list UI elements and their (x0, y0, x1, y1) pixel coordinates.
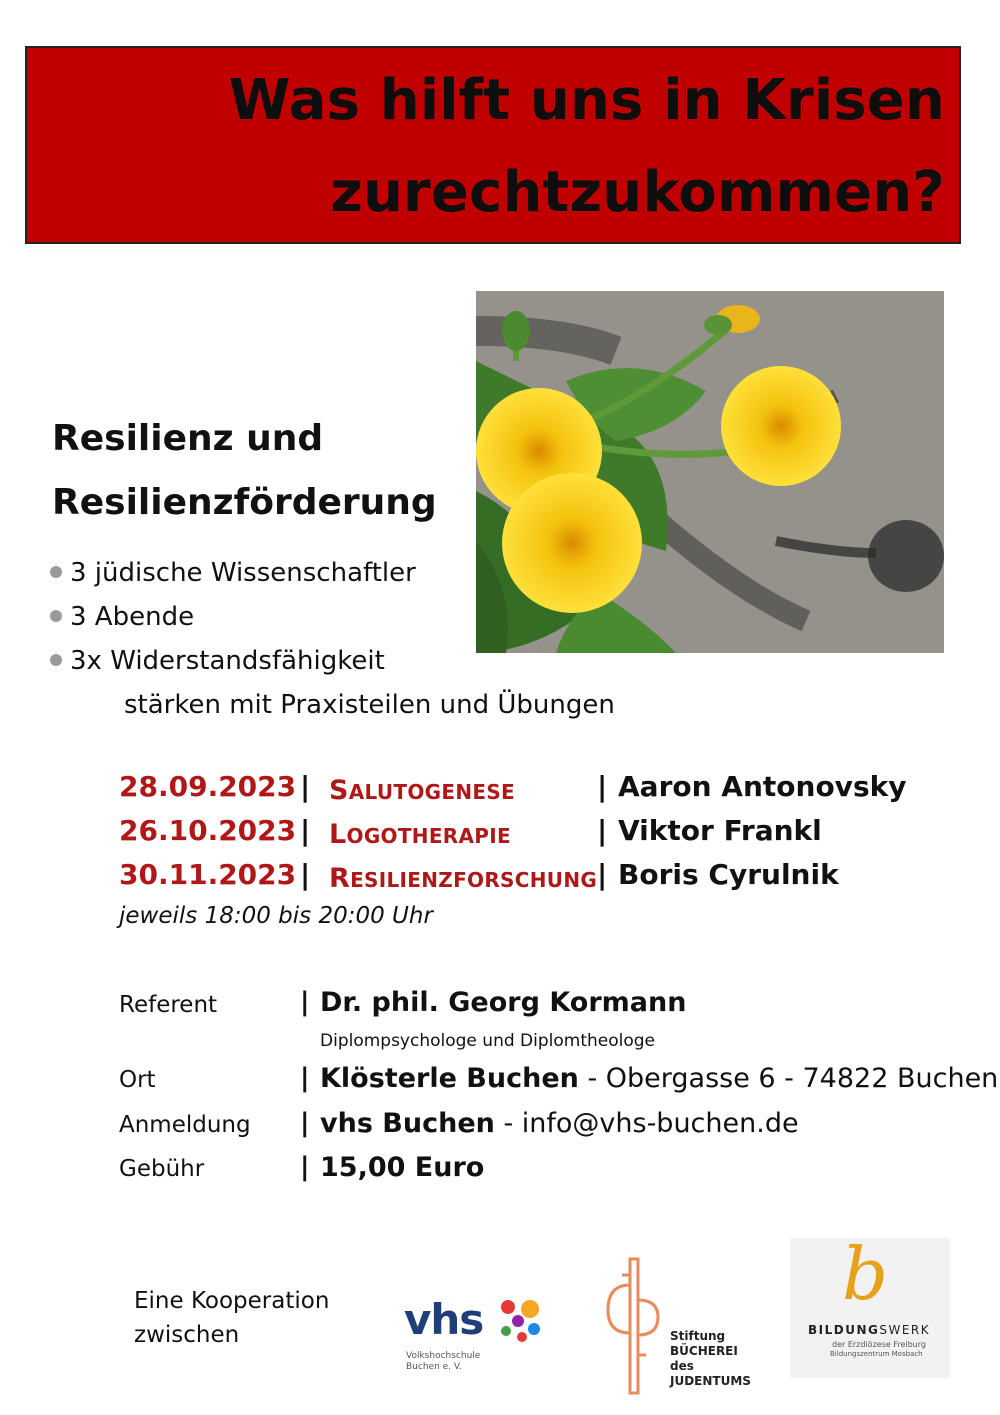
stiftung-logo (600, 1255, 760, 1400)
details-separator: | (300, 1063, 310, 1093)
schedule-topic (329, 775, 515, 806)
details-separator: | (300, 987, 310, 1017)
page-title-line2: zurechtzukommen? (330, 160, 945, 225)
bildungswerk-subtitle-line1: der Erzdiözese Freiburg (832, 1340, 926, 1349)
referent-description: Diplompsychologe und Diplomtheologe (320, 1031, 656, 1051)
dandelion-photo (476, 291, 944, 653)
ort-label: Ort (119, 1067, 156, 1093)
cooperation-text-line1: Eine Kooperation (134, 1288, 330, 1314)
schedule-date: 28.09.2023 (119, 770, 297, 803)
menorah-symbol-icon (600, 1255, 664, 1400)
bildungswerk-logo (790, 1232, 950, 1378)
vhs-dots-icon (486, 1297, 546, 1347)
bullet-continuation: stärken mit Praxisteilen und Übungen (124, 690, 615, 720)
schedule-topic (329, 863, 597, 894)
schedule-separator: | (597, 770, 608, 803)
bildungswerk-name (808, 1323, 930, 1337)
ort-venue: Klösterle Buchen (320, 1063, 579, 1094)
gebuehr-label: Gebühr (119, 1156, 205, 1182)
details-separator: | (300, 1108, 310, 1138)
referent-name: Dr. phil. Georg Kormann (320, 987, 687, 1018)
details-separator: | (300, 1152, 310, 1182)
topic-rest: ESILIENZFORSCHUNG (350, 868, 598, 892)
schedule-person: Aaron Antonovsky (618, 770, 907, 803)
topic-initial: S (329, 775, 349, 806)
bullet-text: 3 Abende (70, 602, 195, 632)
schedule-person: Viktor Frankl (618, 814, 822, 847)
stiftung-text-line2: BÜCHEREI (670, 1344, 738, 1358)
stiftung-text-line3: des (670, 1359, 694, 1373)
anmeldung-email: - info@vhs-buchen.de (494, 1108, 799, 1139)
cooperation-text-line2: zwischen (134, 1322, 240, 1348)
gebuehr-value (320, 1152, 484, 1183)
bullet-dot-icon (50, 610, 62, 622)
anmeldung-value (320, 1108, 799, 1139)
stiftung-text-line4: JUDENTUMS (670, 1374, 751, 1388)
anmeldung-label: Anmeldung (119, 1112, 251, 1138)
title-banner (25, 46, 961, 244)
bullet-item (50, 602, 194, 632)
topic-rest: ALUTOGENESE (348, 780, 515, 804)
bildungswerk-letter: b (842, 1232, 889, 1316)
schedule-separator: | (300, 858, 311, 891)
bullet-dot-icon (50, 566, 62, 578)
schedule-person: Boris Cyrulnik (618, 858, 839, 891)
schedule-separator: | (597, 814, 608, 847)
bildungswerk-name-rest: SWERK (879, 1323, 931, 1337)
vhs-logo-text: vhs (404, 1295, 484, 1344)
schedule-date: 30.11.2023 (119, 858, 297, 891)
schedule-topic (329, 819, 511, 850)
topic-initial: R (329, 863, 351, 894)
page-title-line1: Was hilft uns in Krisen (228, 68, 945, 133)
vhs-subtitle-line1: Volkshochschule (406, 1351, 481, 1361)
bullet-text: 3x Widerstandsfähigkeit (70, 646, 385, 676)
schedule-date: 26.10.2023 (119, 814, 297, 847)
bildungswerk-subtitle-line2: Bildungszentrum Mosbach (830, 1350, 923, 1358)
stiftung-text-line1: Stiftung (670, 1329, 726, 1343)
schedule-separator: | (300, 770, 311, 803)
subtitle-line2: Resilienzförderung (52, 482, 437, 523)
vhs-subtitle-line2: Buchen e. V. (406, 1362, 462, 1372)
referent-value (320, 987, 686, 1018)
vhs-logo (404, 1295, 549, 1375)
schedule-separator: | (597, 858, 608, 891)
bullet-dot-icon (50, 654, 62, 666)
anmeldung-org: vhs Buchen (320, 1108, 495, 1139)
bildungswerk-name-bold: BILDUNG (808, 1323, 880, 1337)
schedule-separator: | (300, 814, 311, 847)
ort-address: - Obergasse 6 - 74822 Buchen (578, 1063, 999, 1094)
topic-initial: L (329, 819, 347, 850)
gebuehr-amount: 15,00 Euro (320, 1152, 485, 1183)
referent-label: Referent (119, 992, 218, 1018)
time-note: jeweils 18:00 bis 20:00 Uhr (119, 903, 433, 929)
bullet-item (50, 646, 385, 676)
topic-rest: OGOTHERAPIE (346, 824, 511, 848)
subtitle-line1: Resilienz und (52, 418, 324, 459)
bullet-item (50, 558, 416, 588)
ort-value (320, 1063, 998, 1094)
bullet-text: 3 jüdische Wissenschaftler (70, 558, 416, 588)
